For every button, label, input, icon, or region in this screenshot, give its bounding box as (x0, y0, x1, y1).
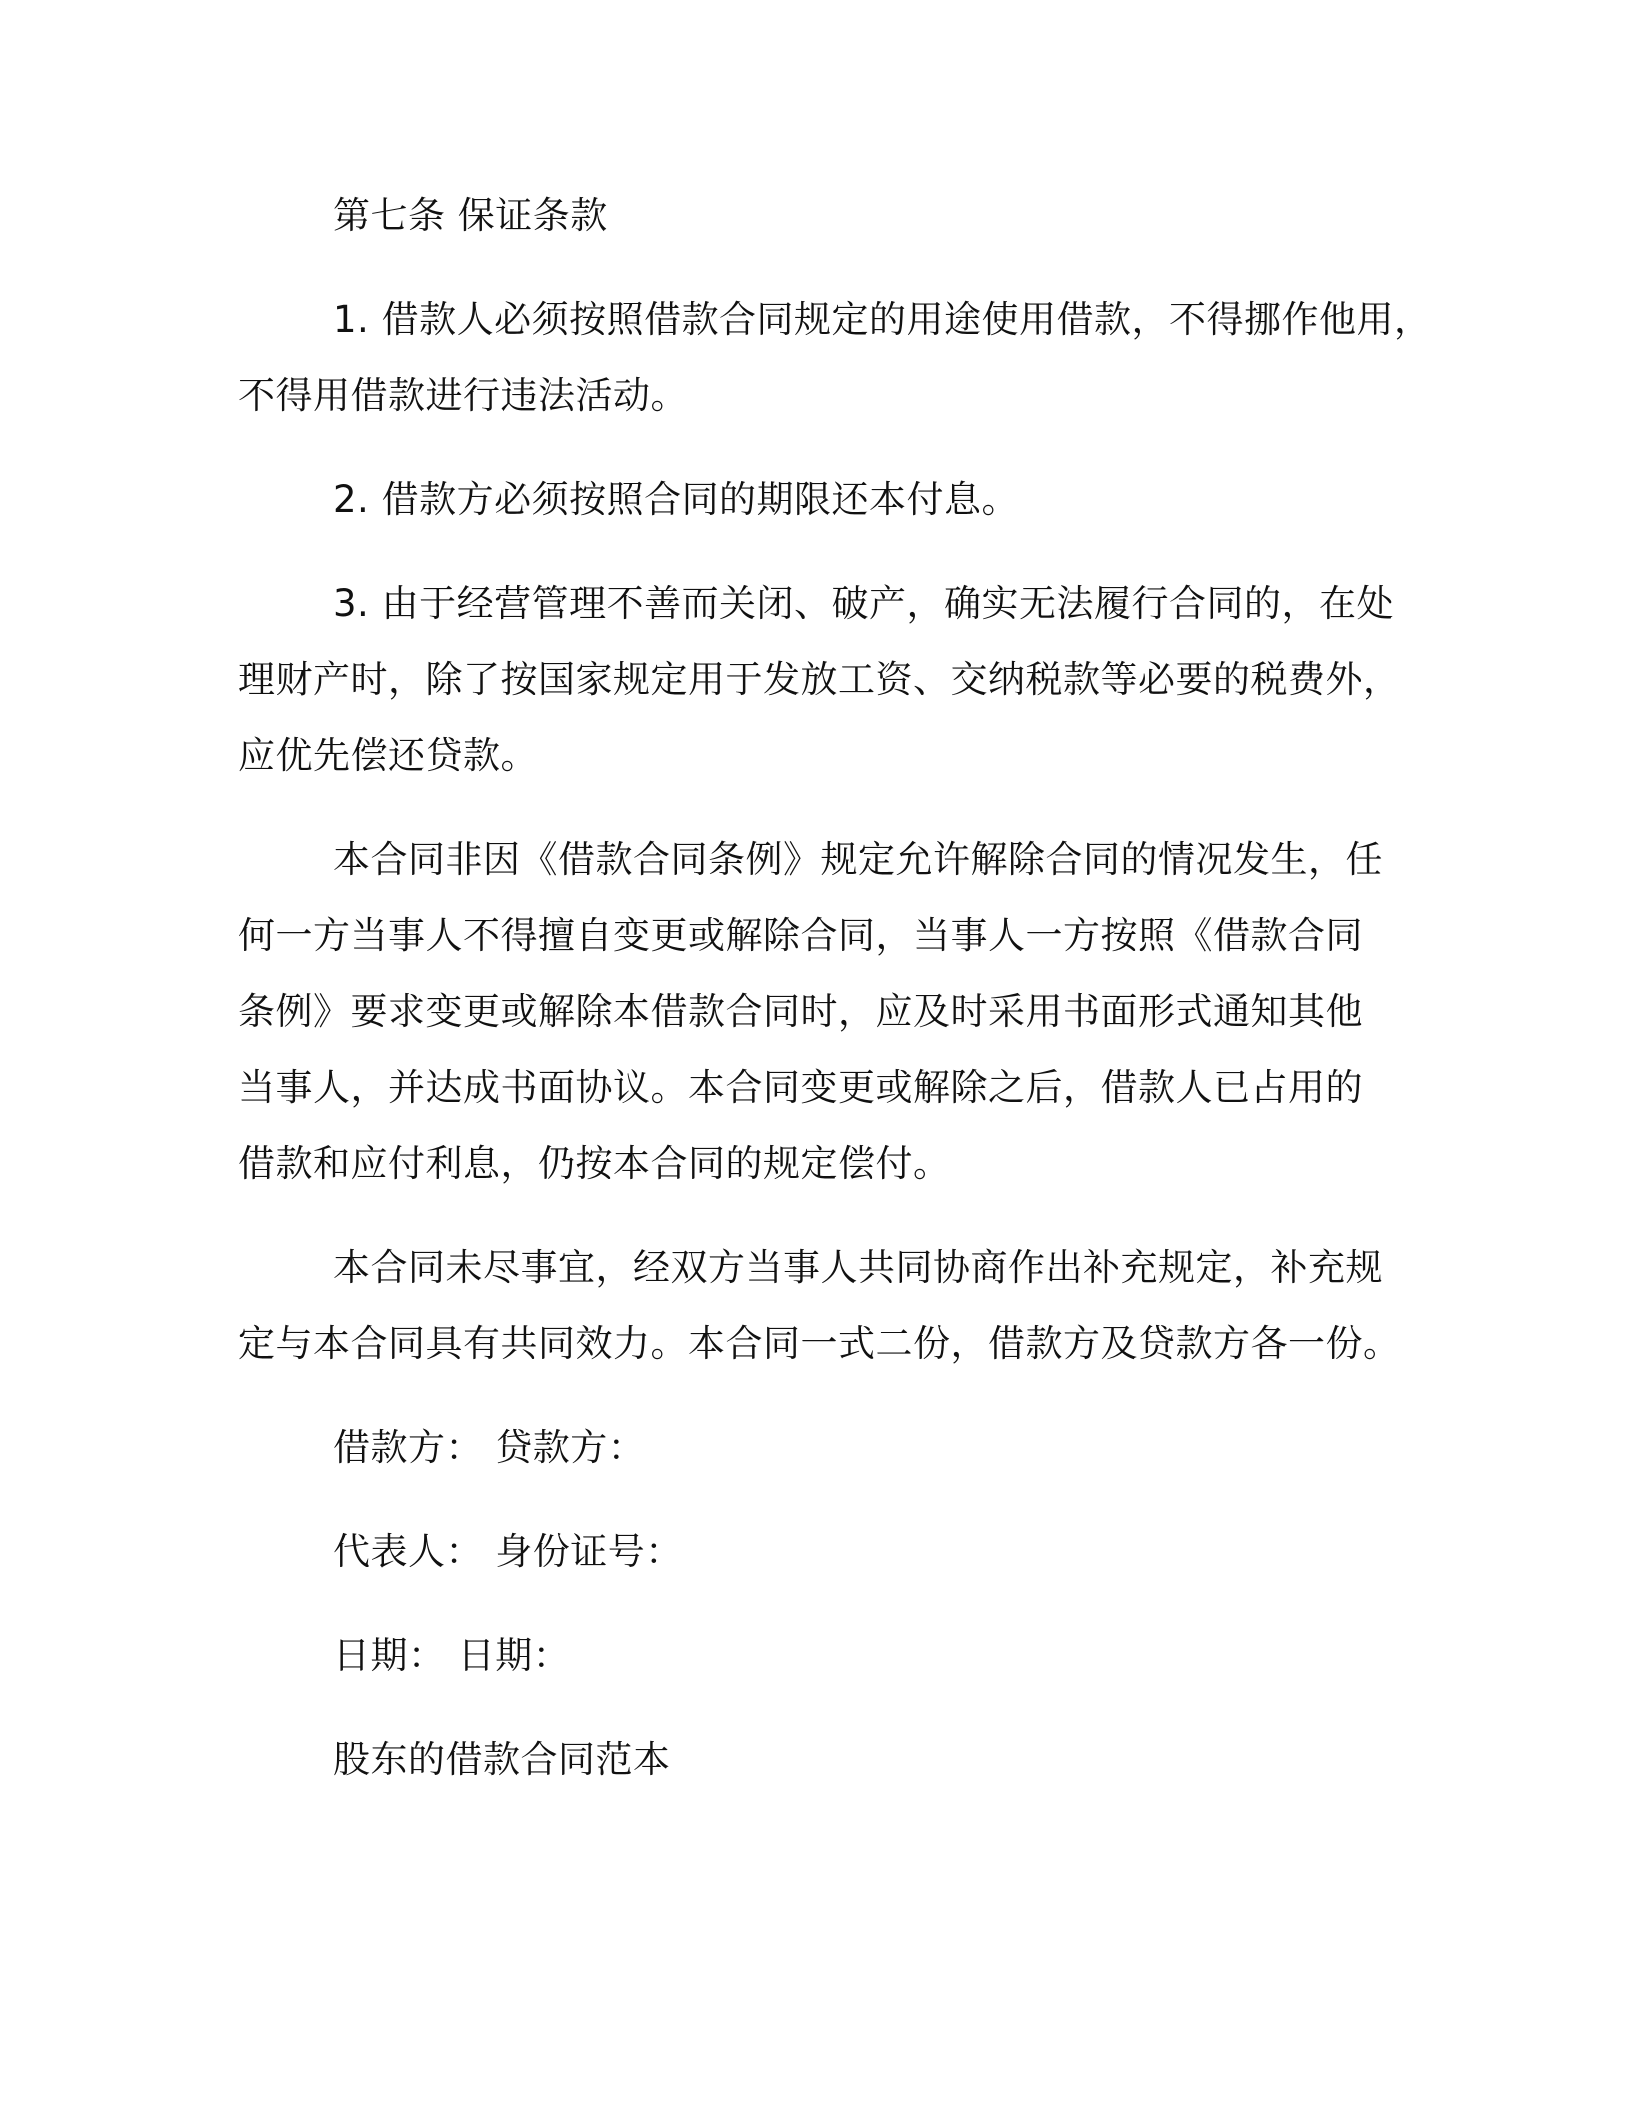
clause-3-line-2: 理财产时，除了按国家规定用于发放工资、交纳税款等必要的税费外， (238, 658, 1401, 701)
change-paragraph-line-3: 条例》要求变更或解除本借款合同时，应及时采用书面形式通知其他 (238, 990, 1363, 1033)
supplement-paragraph-line-1: 本合同未尽事宜，经双方当事人共同协商作出补充规定，补充规 (333, 1246, 1383, 1289)
signature-representative: 代表人： 身份证号： (333, 1530, 683, 1573)
change-paragraph-line-4: 当事人，并达成书面协议。本合同变更或解除之后，借款人已占用的 (238, 1066, 1363, 1109)
signature-parties: 借款方： 贷款方： (333, 1426, 646, 1469)
clause-1-line-1: 1. 借款人必须按照借款合同规定的用途使用借款，不得挪作他用， (333, 298, 1432, 341)
clause-2-line-1: 2. 借款方必须按照合同的期限还本付息。 (333, 478, 1020, 521)
next-document-title: 股东的借款合同范本 (333, 1738, 671, 1781)
change-paragraph-line-5: 借款和应付利息，仍按本合同的规定偿付。 (238, 1142, 951, 1185)
clause-3-line-1: 3. 由于经营管理不善而关闭、破产，确实无法履行合同的，在处 (333, 582, 1395, 625)
supplement-paragraph-line-2: 定与本合同具有共同效力。本合同一式二份，借款方及贷款方各一份。 (238, 1322, 1401, 1365)
clause-1-line-2: 不得用借款进行违法活动。 (238, 374, 688, 417)
signature-dates: 日期： 日期： (333, 1634, 571, 1677)
article-title: 第七条 保证条款 (333, 194, 608, 237)
change-paragraph-line-1: 本合同非因《借款合同条例》规定允许解除合同的情况发生，任 (333, 838, 1383, 881)
change-paragraph-line-2: 何一方当事人不得擅自变更或解除合同，当事人一方按照《借款合同 (238, 914, 1363, 957)
clause-3-line-3: 应优先偿还贷款。 (238, 734, 538, 777)
